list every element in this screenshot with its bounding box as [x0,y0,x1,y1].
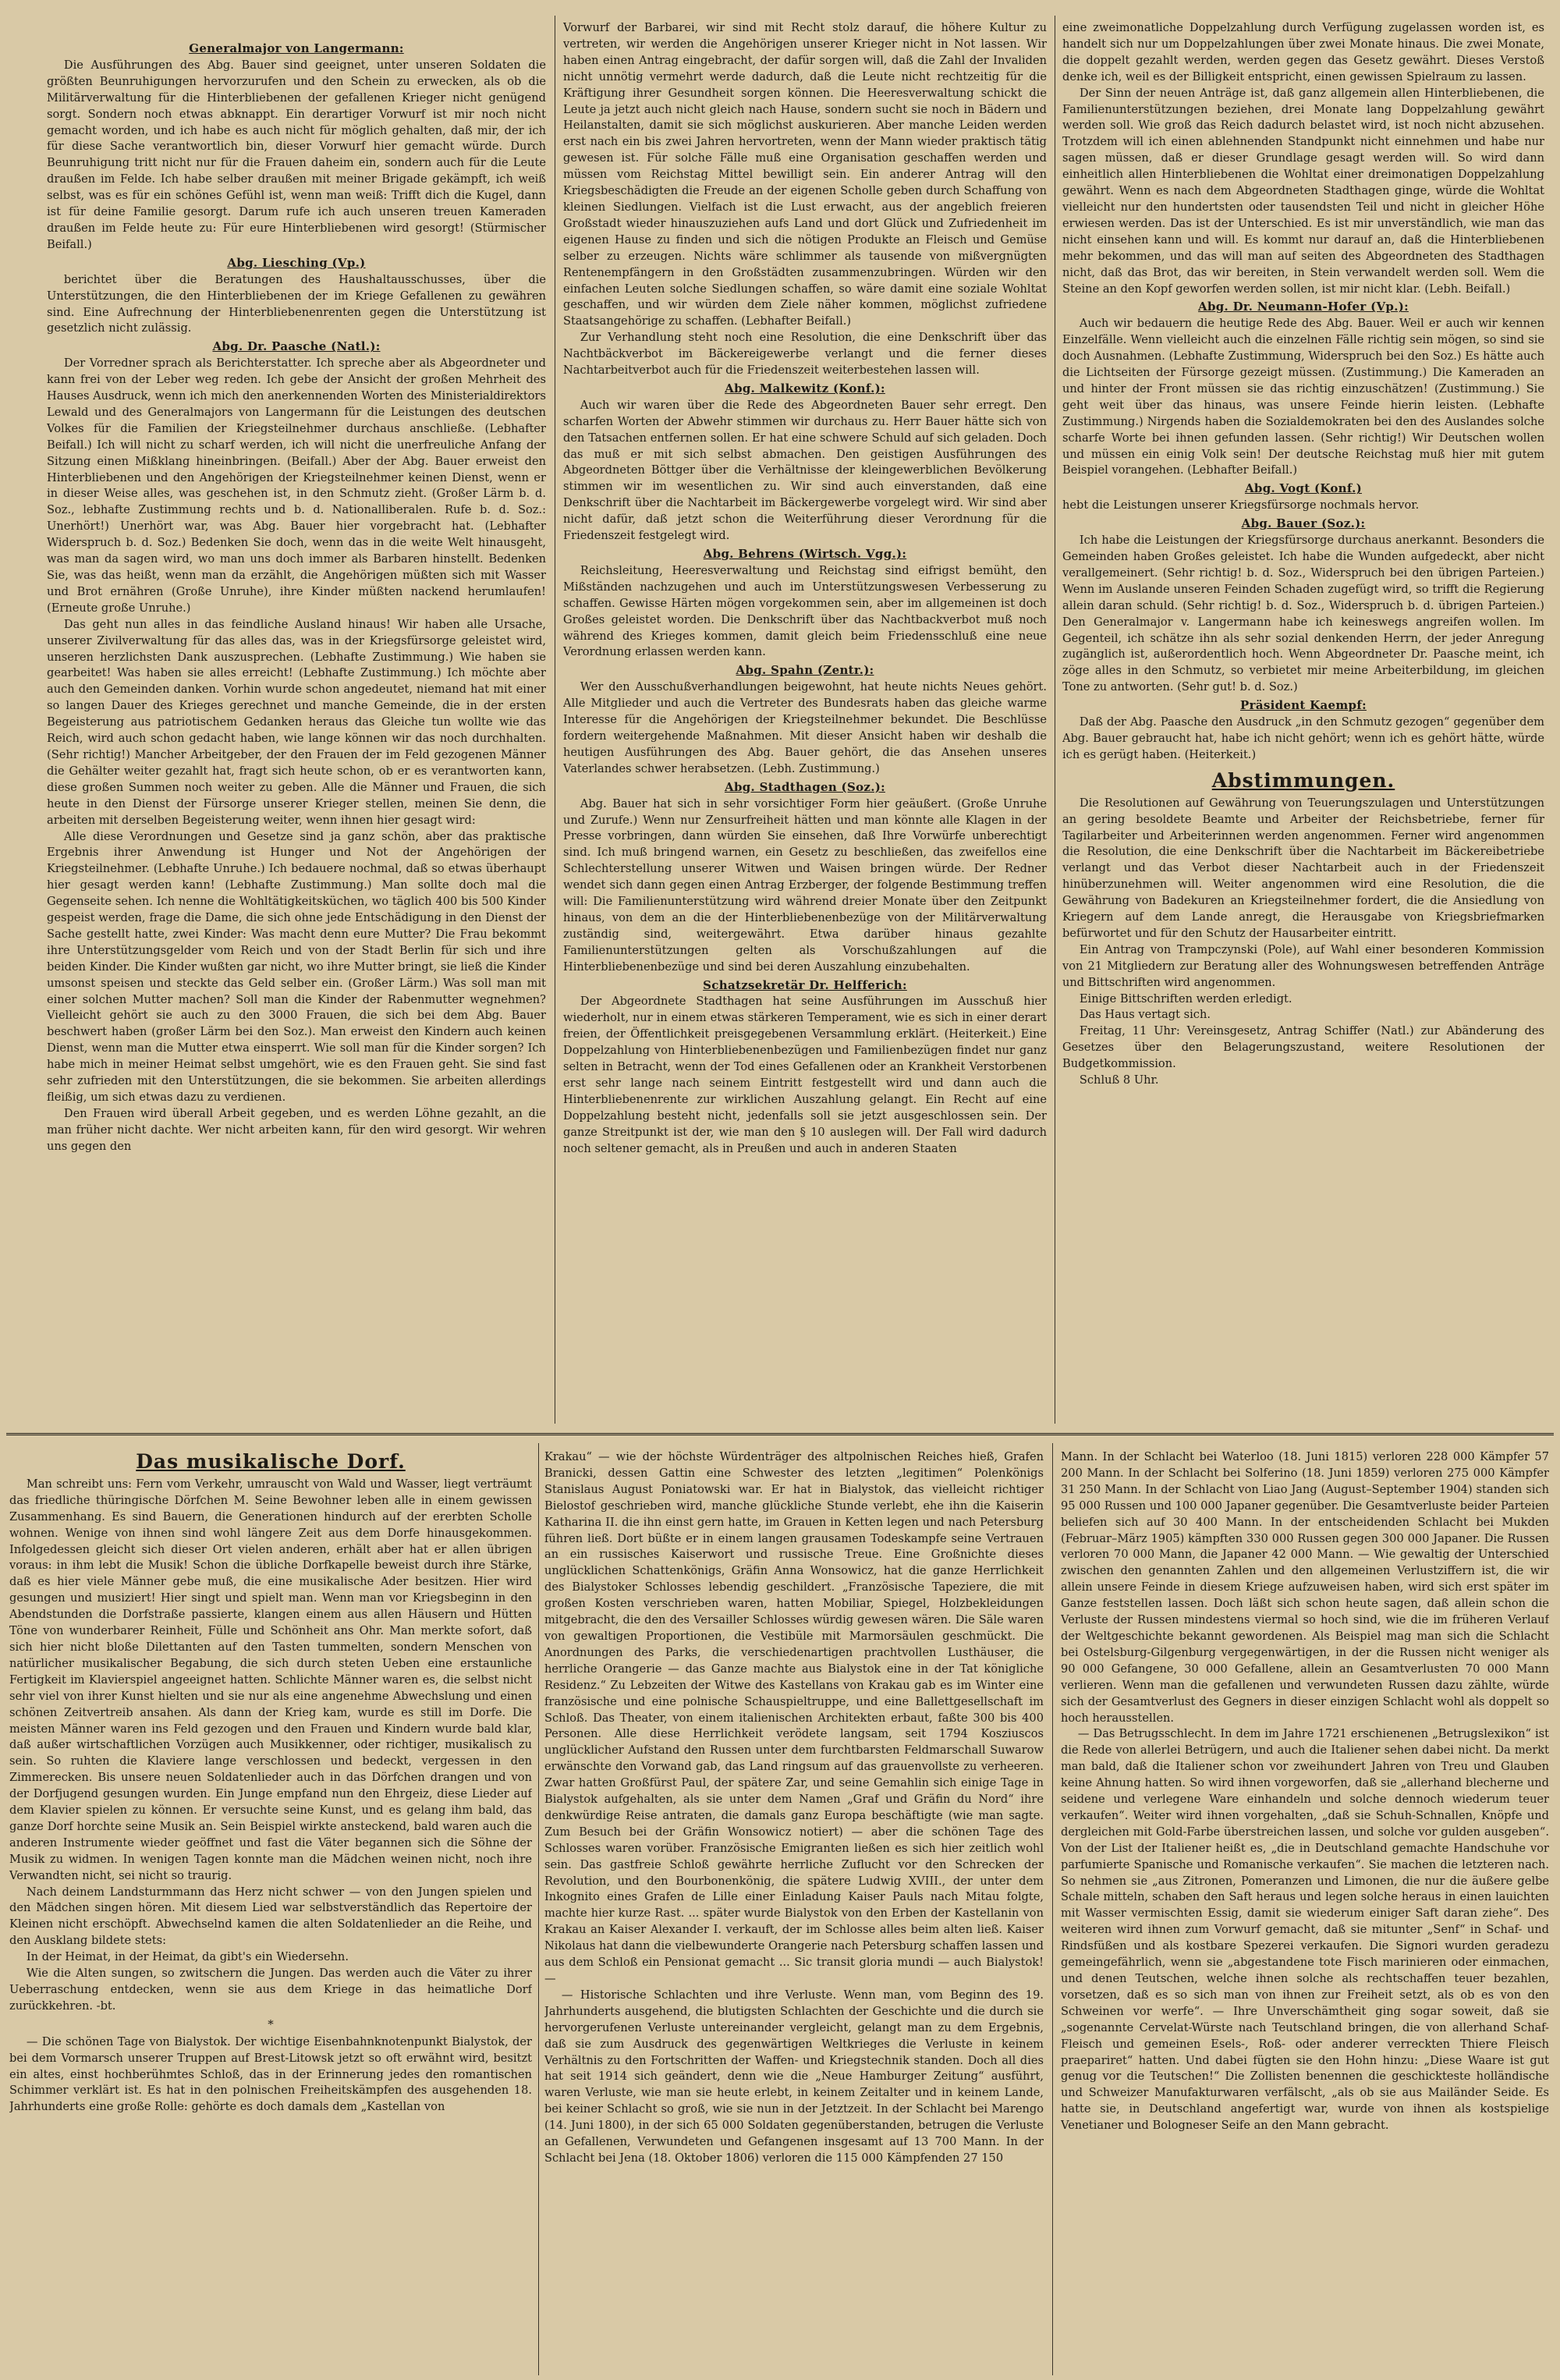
feuilleton-column-1 [9,1449,532,2374]
paragraph: — Das Betrugsschlecht. In dem im Jahre 1721 erschienenen „Betrugslexikon“ ist die Rede von allerlei Betrügern, und auch die Italiener sehen dabei nicht. Da merkt man bald, daß die Italiener schon vor zweihundert Jahren von Treu und Glauben keine Ahnung hatten. So wird ihnen vorgeworfen, daß sie „allerhand blecherne und seidene und verlegene Ware einhandeln und solche dennoch wiederum teuer verkaufen“. Weiter wird ihnen vorgehalten, „daß sie Schuh-Schnallen, Knöpfe und dergleichen mit Gold-Farbe überstreichen lassen, und solche vor gulden ausgeben“. Von der List der Italiener heißt es, „die in Deutschland gemachte Handschuhe vor parfumierte Spanische und Romanische verkaufen“. Sie machen die letzteren nach. So nehmen sie „aus Zitronen, Pomeranzen und Limonen, die nur die äußere gelbe Schale mitteln, schaben den Saft heraus und legen solche heraus in einen lauichten mit Wasser vermischten Essig, damit sie wiederum einiger Saft daran ziehe“. Des weiteren wird ihnen zum Vorwurf gemacht, daß sie mitunter „Senf“ in Schaf- und Rindsfüßen und als kostbare Spezerei verkaufen. Die Signori wurden geradezu gemeingefährlich, wenn sie „abgestandene tote Fisch marinieren oder einmachen, und denen Teutschen, welche ihnen solche als rechtschaffen teuer bezahlen, vorsetzen, daß es so sich man von ihnen zur Freiheit setzt, als ob es von den Schweinen vor werfe“. — Ihre Unverschämtheit ging sogar soweit, daß sie „sogenannte Cervelat-Würste nach Teutschland bringen, die von allerhand Schaf-Fleisch und gemeinen Esels-, Roß- oder anderer verreckten Thiere Fleisch praepariret“ hatten. Und dabei fügten sie den Hohn hinzu: „Diese Waare ist gut genug vor die Teutschen!“ Die Zollisten benennen die geschickteste holländische und Schweizer Manufakturwaren verfälscht, „als ob sie aus Mailänder Seide. Es hatte sie, in Deutschland angefertigt war, wurde von ihnen als kostspielige Venetianer und Bologneser Seife an den Mann gebracht. [1061,1727,1549,2133]
separator-asterisk: * [268,2016,274,2031]
paragraph: eine zweimonatliche Doppelzahlung durch Verfügung zugelassen worden ist, es handelt sich nur um Doppelzahlungen über zwei Monate hinaus. Die zwei Monate, die doppelt gezahlt werden, werden gegen das Gesetz gewährt. Dieses Verstoß denke ich, weil es der Billigkeit entspricht, einen gewissen Spielraum zu lassen. [1062,21,1544,83]
column-divider [1052,1443,1053,2375]
feuilleton-column-3 [1061,1449,1549,2374]
paragraph: berichtet über die Beratungen des Haushaltausschusses, über die Unterstützungen, die den Hinterbliebenen der im Kriege Gefallenen zu gewähren sind. Eine Aufrechnung der Hinterbliebenenrenten gegen die Unterstützung ist gesetzlich nicht zulässig. [47,272,546,335]
speaker-heading: Abg. Dr. Paasche (Natl.): [212,339,381,354]
speaker-heading: Abg. Bauer (Soz.): [1241,516,1366,531]
paragraph: Der Sinn der neuen Anträge ist, daß ganz allgemein allen Hinterbliebenen, die Familienunterstützungen beziehen, drei Monate lang Doppelzahlung gewährt werden soll. Wie groß das Reich dadurch belastet wird, ist noch nicht abzusehen. Trotzdem will ich einen ablehnenden Standpunkt nicht einnehmen und habe nur sagen müssen, daß er dieser Grundlage gesagt werden will. So wird dann einheitlich allen Hinterbliebenen die Wohltat einer dreimonatigen Doppelzahlung gewährt. Wenn es nach dem Abgeordneten Stadthagen ginge, würde die Wohltat vielleicht nur den hundertsten oder tausendsten Teil und nicht in gleicher Höhe erwiesen werden. Das ist der Unterschied. Es ist mir unverständlich, wie man das nicht einsehen kann und will. Es kommt nur darauf an, daß die Hinterbliebenen mehr bekommen, und das will man auf seiten des Abgeordneten des Stadthagen nicht, daß das Brot, das wir bereiten, in Stein verwandelt werden soll. Wem die Steine an den Kopf geworfen werden sollen, ist mir nicht klar. (Lebh. Beifall.) [1062,86,1544,296]
paragraph: Reichsleitung, Heeresverwaltung und Reichstag sind eifrigst bemüht, den Mißständen nachzugehen und auch im Unterstützungswesen Verbesserung zu schaffen. Gewisse Härten mögen vorgekommen sein, aber im allgemeinen ist doch Großes geleistet worden. Die Denkschrift über das Nachtbackverbot muß noch während des Krieges kommen, damit gleich beim Friedensschluß eine neue Verordnung erlassen werden kann. [563,563,1047,659]
paragraph: Der Abgeordnete Stadthagen hat seine Ausführungen im Ausschuß hier wiederholt, nur in einem etwas stärkeren Temperament, wie es sich in einer derart freien, der Öffentlichkeit preisgegebenen Versammlung erklärt. (Heiterkeit.) Eine Doppelzahlung von Hinterbliebenenbezügen und Familienbezügen findet nur ganz selten in Betracht, wenn der Tod eines Gefallenen oder an Krankheit Verstorbenen erst sehr lange nach seinem Eintritt festgestellt wird und dann auch die Hinterbliebenenrente zur wirklichen Auszahlung gelangt. Ein Recht auf eine Doppelzahlung besteht nicht, jedenfalls soll sie jetzt ausgeschlossen sein. Der ganze Streitpunkt ist der, wie man den § 10 auslegen will. Der Fall wird dadurch noch seltener gemacht, als in Preußen und auch in anderen Staaten [563,995,1047,1155]
speaker-heading: Abg. Malkewitz (Konf.): [725,381,885,395]
feuilleton-column-1-body [9,1477,532,2116]
paragraph: Schluß 8 Uhr. [1079,1073,1159,1087]
upper-column-1 [47,39,546,1428]
paragraph: Die Resolutionen auf Gewährung von Teuerungszulagen und Unterstützungen an gering besoldete Beamte und Arbeiter der Reichsbetriebe, ferner für Tagilarbeiter und Arbeiterinnen werden angenommen. Ferner wird angenommen die Resolution, die eine Denkschrift über die Nachtarbeit im Bäckereibetriebe verlangt und das Verbot dieser Nachtarbeit auch in der Friedenszeit hinüberzunehmen will. Weiter angenommen wird eine Resolution, die die Gewährung von Badekuren an Kriegsteilnehmer fordert, die die Ansiedlung von Kriegern auf dem Lande anregt, die Herausgabe von Kriegsbriefmarken befürwortet und für den Schutz der Hausarbeiter eintritt. [1062,796,1544,940]
speaker-heading: Generalmajor von Langermann: [189,41,404,55]
upper-column-3 [1062,20,1544,1409]
paragraph: Den Frauen wird überall Arbeit gegeben, und es werden Löhne gezahlt, an die man früher nicht dachte. Wer nicht arbeiten kann, für den wird gesorgt. Wir wehren uns gegen den [47,1106,546,1153]
paragraph: Zur Verhandlung steht noch eine Resolution, die eine Denkschrift über das Nachtbäckverbot im Bäckereigewerbe verlangt und die ferner dieses Nachtarbeitverbot auch für die Friedenszeit weiterbestehen lassen will. [563,331,1047,378]
paragraph: — Die schönen Tage von Bialystok. Der wichtige Eisenbahnknotenpunkt Bialystok, der bei dem Vormarsch unserer Truppen auf Brest-Litowsk jetzt so oft erwähnt wird, besitzt ein altes, einst hochberühmtes Schloß, das in der Erinnerung jedes den romantischen Schimmer verklärt ist. Es hat in den polnischen Freiheitskämpfen des ausgehenden 18. Jahrhunderts eine große Rolle: gehörte es doch damals dem „Kastellan von [9,2034,532,2114]
paragraph: Der Vorredner sprach als Berichterstatter. Ich spreche aber als Abgeordneter und kann frei von der Leber weg reden. Ich gebe der Ansicht der großen Mehrheit des Hauses Ausdruck, wenn ich mich den anerkennenden Worten des Ministerialdirektors Lewald und des Generalmajors von Langermann für die Leistungen des deutschen Volkes für die Familien der Kriegsteilnehmer durchaus anschließe. (Lebhafter Beifall.) Ich will nicht zu scharf werden, ich will nicht die unerfreuliche Anfang der Sitzung einen Mißklang hineinbringen. (Beifall.) Aber der Abg. Bauer erweist den Hinterbliebenen und den Angehörigen der Kriegsteilnehmer keinen Dienst, wenn er in dieser Weise alles, was geschehen ist, in den Schmutz zieht. (Großer Lärm b. d. Soz., lebhafte Zustimmung rechts und b. d. Nationalliberalen. Rufe b. d. Soz.: Unerhört!) Unerhört war, was Abg. Bauer hier vorgebracht hat. (Lebhafter Widerspruch b. d. Soz.) Bedenken Sie doch, wenn das in die weite Welt hinausgeht, was man da sagen wird, wo man uns doch immer als Barbaren hinstellt. Bedenken Sie, was das heißt, wenn man da erzählt, die Angehörigen müßten sich mit Wasser und Brot ernähren (Große Unruhe), ihre Kinder müßten nackend herumlaufen! (Erneute große Unruhe.) [47,356,546,615]
paragraph: Nach deinem Landsturmmann das Herz nicht schwer — von den Jungen spielen und den Mädchen singen hören. Mit diesem Lied war selbstverständlich das Repertoire der Kleinen nicht erschöpft. Abwechselnd kamen die alten Soldatenlieder an die Reihe, und den Ausklang bildete stets: [9,1885,532,1948]
speaker-heading: Abg. Vogt (Konf.) [1244,481,1363,496]
paragraph: Auch wir waren über die Rede des Abgeordneten Bauer sehr erregt. Den scharfen Worten der Abwehr stimmen wir durchaus zu. Herr Bauer hätte sich von den Tatsachen entfernen sollen. Er hat eine schwere Schuld auf sich geladen. Doch das muß er mit sich selbst abmachen. Den geistigen Ausführungen des Abgeordneten Böttger über die Verhältnisse der kleingewerblichen Bevölkerung stimmen wir im wesentlichen zu. Wir sind auch einverstanden, daß eine Denkschrift über die Nachtarbeit im Bäckergewerbe vorgelegt wird. Wir sind aber nicht dafür, daß jetzt schon die Weiterführung dieser Verordnung für die Friedenszeit festgelegt wird. [563,398,1047,543]
paragraph: In der Heimat, in der Heimat, da gibt's ein Wiedersehn. [26,1950,349,1964]
paragraph: Abg. Bauer hat sich in sehr vorsichtiger Form hier geäußert. (Große Unruhe und Zurufe.) Wenn nur Zensurfreiheit hätten und man könnte alle Klagen in der Presse vorbringen, dann würden Sie einsehen, daß Ihre Vorwürfe unberechtigt sind. Ich muß bringend warnen, ein Gesetz zu beschließen, das zweifellos eine Schlechterstellung unserer Witwen und Waisen bringen würde. Der Redner wendet sich dann gegen einen Antrag Erzberger, der folgende Bestimmung treffen will: Die Familienunterstützung wird während dreier Monate über den Zeitpunkt hinaus, von dem an die der Hinterbliebenenbezüge von der Militärverwaltung zuständig sind, weitergewährt. Etwa darüber hinaus gezahlte Familienunterstützungen gelten als Vorschußzahlungen auf die Hinterbliebenenbezüge und sind bei deren Auszahlung einzubehalten. [563,796,1047,974]
paragraph: Mann. In der Schlacht bei Waterloo (18. Juni 1815) verloren 228 000 Kämpfer 57 200 Mann. In der Schlacht bei Solferino (18. Juni 1859) verloren 275 000 Kämpfer 31 250 Mann. In der Schlacht von Liao Jang (August–September 1904) standen sich 95 000 Russen und 100 000 Japaner gegenüber. Die Gesamtverluste beider Parteien beliefen sich auf 30 400 Mann. In der entscheidenden Schlacht bei Mukden (Februar–März 1905) kämpften 330 000 Russen gegen 300 000 Japaner. Die Russen verloren 70 000 Mann, die Japaner 42 000 Mann. — Wie gewaltig der Unterschied zwischen den genannten Zahlen und den allgemeinen Verlustziffern ist, die wir allein unsere Feinde in diesem Kriege aufzuweisen haben, wird sich erst später im Ganze feststellen lassen. Doch läßt sich schon heute sagen, daß allein schon die Verluste der Russen mindestens viermal so hoch sind, wie die im früheren Verlauf der Weltgeschichte bekannt gewordenen. Als Beispiel mag man sich die Schlacht bei Ostelsburg-Gilgenburg vergegenwärtigen, in der die Russen nicht weniger als 90 000 Gefangene, 30 000 Gefallene, allein an Gesamtverlusten 70 000 Mann verlieren. Wenn man die gefallenen und verwundeten Russen dazu zählte, würde sich der Gesamtverlust des Gegners in dieser einzigen Schlacht wohl als doppelt so hoch herausstellen. [1061,1450,1549,1725]
speaker-heading: Abg. Stadthagen (Soz.): [725,779,885,794]
paragraph: hebt die Leistungen unserer Kriegsfürsorge nochmals hervor. [1062,498,1420,513]
paragraph: Freitag, 11 Uhr: Vereinsgesetz, Antrag Schiffer (Natl.) zur Abänderung des Gesetzes über den Belagerungszustand, weitere Resolutionen der Budgetkommission. [1062,1024,1544,1071]
paragraph: Daß der Abg. Paasche den Ausdruck „in den Schmutz gezogen“ gegenüber dem Abg. Bauer gebraucht hat, habe ich nicht gehört; wenn ich es gehört hätte, würde ich es gerügt haben. (Heiterkeit.) [1062,715,1544,761]
paragraph: Man schreibt uns: Fern vom Verkehr, umrauscht von Wald und Wasser, liegt verträumt das friedliche thüringische Dörfchen M. Seine Bewohner leben alle in einem gewissen Zusammenhang. Es sind Bauern, die Generationen hindurch auf der ererbten Scholle wohnen. Wenige von ihnen sind wohl längere Zeit aus dem Dorfe hinausgekommen. Infolgedessen gleicht sich dieser Ort vielen anderen, erhält aber hat er allen übrigen voraus: in ihm lebt die Musik! Schon die übliche Dorfkapelle beweist durch ihre Stärke, daß es hier viele Männer gebe muß, die eine musikalische Ader besitzen. Hier wird gesungen und musiziert! Hier singt und spielt man. Wenn man vor Kriegsbeginn in den Abendstunden die Dorfstraße passierte, klangen einem aus allen Häusern und Hütten Töne von wunderbarer Reinheit, Fülle und Schönheit ans Ohr. Man merkte sofort, daß sich hier nicht bloße Dilettanten auf den Tasten tummelten, sondern Menschen von natürlicher musikalischer Begabung, die sich durch steten Ueben eine erstaunliche Fertigkeit im Klavierspiel angeeignet hatten. Schlichte Männer waren es, die selbst nicht sehr viel von ihrer Kunst hielten und sie nur als eine angenehme Abwechslung und einen schönen Zeitvertreib ansahen. Als dann der Krieg kam, wurde es still im Dorfe. Die meisten Männer waren ins Feld gezogen und den Frauen und Kindern wurde bald klar, daß außer wirtschaftlichen Vorzügen auch Musikkenner, oder richtiger, musikalisch zu sein. So ruhten die Klaviere lange verschlossen und bedeckt, vergessen in den Zimmerecken. Bis unsere neuen Soldatenlieder auch in das Dörfchen drangen und von der Dorfjugend gesungen wurden. Ein Junge empfand nun den Ehrgeiz, diese Lieder auf dem Klavier spielen zu können. Er versuchte seine Kunst, und es gelang ihm bald, das ganze Dorf horchte seine Musik an. Sein Beispiel wirkte ansteckend, bald waren auch die anderen Instrumente wieder geöffnet und fast die Väter begannen sich die Söhne der Musik zu widmen. In wenigen Tagen konnte man die Mädchen weinen nicht, noch ihre Verwandten nicht, sei nicht so traurig. [9,1477,532,1882]
speaker-heading: Abg. Behrens (Wirtsch. Vgg.): [703,547,907,561]
paragraph: Ich habe die Leistungen der Kriegsfürsorge durchaus anerkannt. Besonders die Gemeinden haben Großes geleistet. Ich habe die Wunden aufgedeckt, aber nicht verallgemeinert. (Sehr richtig! b. d. Soz., Widerspruch bei den übrigen Parteien.) Wenn im Auslande unseren Feinden Schaden zugefügt wird, so trifft die Regierung allein daran schuld. (Sehr richtig! b. d. Soz., Widerspruch b. d. übrigen Parteien.) Den Generalmajor v. Langermann habe ich keineswegs angreifen wollen. Im Gegenteil, ich schätze ihn als sehr sozial denkenden Herrn, der jeder Anregung zugänglich ist, außerordentlich hoch. Wenn Abgeordneter Dr. Paasche meint, ich zöge alles in den Schmutz, so verbietet mir meine Arbeiterbildung, im gleichen Tone zu antworten. (Sehr gut! b. d. Soz.) [1062,534,1544,694]
section-heading: Abstimmungen. [1211,768,1395,792]
feuilleton-title: Das musikalische Dorf. [136,1450,406,1473]
paragraph: Einige Bittschriften werden erledigt. [1079,991,1292,1006]
paragraph: Auch wir bedauern die heutige Rede des Abg. Bauer. Weil er auch wir kennen Einzelfälle. Wenn vielleicht auch die einzelnen Fälle richtig sein mögen, so sind sie doch Ausnahmen. (Lebhafte Zustimmung, Widerspruch bei den Soz.) Es hätte auch die Lichtseiten der Fürsorge gezeigt müssen. (Zustimmung.) Die Kameraden an und hinter der Front müssen sie das richtig einzuschätzen! (Zustimmung.) Sie geht weit über das hinaus, was unsere Feinde hierin leisten. (Lebhafte Zustimmung.) Nirgends haben die Sozialdemokraten bei den des Auslandes solche scharfe Worte bei ihnen gefunden lassen. (Sehr richtig!) Wir Deutschen wollen und müssen ein einig Volk sein! Der deutsche Reichstag muß hier mit gutem Beispiel vorangehen. (Lebhafter Beifall.) [1062,317,1544,477]
paragraph: Ein Antrag von Trampczynski (Pole), auf Wahl einer besonderen Kommission von 21 Mitgliedern zur Beratung aller des Wohnungswesen betreffenden Anträge und Bittschriften wird angenommen. [1062,942,1544,989]
speaker-heading: Abg. Spahn (Zentr.): [736,663,874,678]
column-divider [538,1443,539,2375]
paragraph: Die Ausführungen des Abg. Bauer sind geeignet, unter unseren Soldaten die größten Beunruhigungen hervorzurufen und den Schein zu erwecken, als ob die Militärverwaltung für die Hinterbliebenen der gefallenen Krieger nicht genügend sorgt. Sondern noch etwas abknappt. Ein derartiger Vorwurf ist mir noch nicht gemacht worden, und ich habe es auch nicht für möglich gehalten, daß mir, der ich für diese Sache verantwortlich bin, dieser Vorwurf hier gemacht würde. Durch Beunruhigung tritt nicht nur für die Frauen daheim ein, sondern auch für die Leute draußen im Felde. Ich habe selber draußen mit meiner Brigade gekämpft, ich weiß selbst, was es für ein schönes Gefühl ist, wenn man weiß: Trifft dich die Kugel, dann ist für deine Familie gesorgt. Darum rufe ich auch unseren treuen Kameraden draußen im Felde heute zu: Für eure Hinterbliebenen wird gesorgt! (Stürmischer Beifall.) [47,58,546,251]
paragraph: — Historische Schlachten und ihre Verluste. Wenn man, vom Beginn des 19. Jahrhunderts ausgehend, die blutigsten Schlachten der Geschichte und die durch sie hervorgerufenen Verluste untereinander vergleicht, gelangt man zu dem Ergebnis, daß sie zum Ausdruck des gegenwärtigen Weltkrieges die Verluste in keinem Verhältnis zu den Fortschritten der Waffen- und Kriegstechnik standen. Doch all dies hat seit 1914 sich geändert, denn wie die „Neue Hamburger Zeitung“ ausführt, waren Verluste, wie man sie heute erlebt, in keinem Zeitalter und in keinem Lande, bei keiner Schlacht so groß, wie sie nun in der Jetztzeit. In der Schlacht bei Marengo (14. Juni 1800), in der sich 65 000 Soldaten gegenüberstanden, betrugen die Verluste an Gefallenen, Verwundeten und Gefangenen insgesamt auf 13 700 Mann. In der Schlacht bei Jena (18. Oktober 1806) verloren die 115 000 Kämpfenden 27 150 [544,1988,1044,2165]
section-rule [6,1433,1554,1435]
paragraph: Wer den Ausschußverhandlungen beigewohnt, hat heute nichts Neues gehört. Alle Mitglieder und auch die Vertreter des Bundesrats haben das gleiche warme Interesse für die Angehörigen der Kriegsteilnehmer bekundet. Die Beschlüsse fordern weitergehende Maßnahmen. Mit dieser Ansicht haben wir deshalb die heutigen Ausführungen des Abg. Bauer gehört, die das Ansehen unseres Vaterlandes schwer herabsetzen. (Lebh. Zustimmung.) [563,680,1047,775]
paragraph: Das Haus vertagt sich. [1079,1008,1211,1022]
speaker-heading: Präsident Kaempf: [1240,698,1367,713]
speaker-heading: Abg. Liesching (Vp.) [227,255,366,270]
paragraph: Alle diese Verordnungen und Gesetze sind ja ganz schön, aber das praktische Ergebnis ihrer Anwendung ist Hunger und Not der Angehörigen der Kriegsteilnehmer. (Lebhafte Unruhe.) Ich bedauere nochmal, daß so etwas überhaupt hier gesagt werden kann! (Lebhafte Zustimmung.) Man sollte doch mal die Gegenseite sehen. Ich nenne die Wohltätigkeitsküchen, wo täglich 400 bis 500 Kinder gespeist werden, frage die Dame, die sich ohne jede Entschädigung in den Dienst der Sache gestellt hatte, zwei Kinder: Was macht denn eure Mutter? Die Frau bekommt ihre Unterstützungsgelder vom Reich und von der Stadt Berlin für sich und ihre beiden Kinder. Die Kinder wußten gar nicht, wo ihre Mutter bringt, sie ließ die Kinder umsonst speisen und steckte das Geld selber ein. (Großer Lärm.) Was soll man mit einer solchen Mutter machen? Soll man die Kinder der Rabenmutter wegnehmen? Vielleicht gehört sie auch zu den 3000 Frauen, die sich bei dem Abg. Bauer beschwert haben (großer Lärm bei den Soz.). Man erweist den Kindern auch keinen Dienst, wenn man die Mutter etwa einsperrt. Wie soll man für die Kinder sorgen? Ich habe mich in meiner Heimat selbst umgehört, wie es den Frauen geht. Sie sind fast sehr zufrieden mit den Unterstützungen, die sie bekommen. Sie arbeiten allerdings fleißig, um sich etwas dazu zu verdienen. [47,829,546,1104]
upper-column-2 [563,20,1047,1409]
speaker-heading: Abg. Dr. Neumann-Hofer (Vp.): [1198,300,1409,314]
paragraph: Das geht nun alles in das feindliche Ausland hinaus! Wir haben alle Ursache, unserer Zivilverwaltung für das alles das, was in der Kriegsfürsorge geleistet wird, unseren herzlichsten Dank auszusprechen. (Lebhafte Zustimmung.) Wie haben sie gearbeitet! Was haben sie alles erreicht! (Lebhafte Zustimmung.) Ich möchte aber auch den Gemeinden danken. Vorhin wurde schon angedeutet, niemand hat mit einer so langen Dauer des Krieges gerechnet und manche Gemeinde, die in der ersten Begeisterung aus patriotischem Gedanken heraus das Gleiche tun wollte wie das Reich, wird auch schon gedacht haben, wie lange können wir das noch durchhalten. (Sehr richtig!) Mancher Arbeitgeber, der den Frauen der im Feld gezogenen Männer die Gehälter weiter gezahlt hat, fragt sich heute schon, ob er es verantworten kann, diese großen Summen noch weiter zu geben. Alle die Männer und Frauen, die sich heute in den Dienst der Fürsorge unserer Krieger stellen, meinen Sie denn, die arbeiten mit derselben Begeisterung weiter, wenn ihnen hier gesagt wird: [47,617,546,827]
paragraph: Wie die Alten sungen, so zwitschern die Jungen. Das werden auch die Väter zu ihrer Ueberraschung entdecken, wenn sie aus dem Kriege in das heimatliche Dorf zurückkehren. -bt. [9,1967,532,2013]
speaker-heading: Schatzsekretär Dr. Helfferich: [703,977,907,992]
feuilleton-column-2 [544,1449,1044,2374]
paragraph: Krakau“ — wie der höchste Würdenträger des altpolnischen Reiches hieß, Grafen Branicki, dessen Gattin eine Schwester des letzten „legitimen“ Polenkönigs Stanislaus August Poniatowski war. Er hat in Bialystok, das vielleicht richtiger Bielostof geschrieben wird, manche glückliche Stunde verlebt, ehe ihn die Kaiserin Katharina II. die ihn einst gern hatte, im Grauen in Ketten legen und nach Petersburg führen ließ. Dort büßte er in einem langen grausamen Todeskampfe seine Vertrauen an ein russisches Kaiserwort und russische Treue. Eine Großnichte dieses unglücklichen Schattenkönigs, Gräfin Anna Wonsowicz, hat die ganze Herrlichkeit des Bialystoker Schlosses lebendig geschildert. „Französische Tapeziere, die mit großen Kosten verschrieben waren, hatten Mobiliar, Spiegel, Holzbekleidungen mitgebracht, die den des Versailler Schlosses würdig gewesen wären. Die Säle waren von gewaltigen Proportionen, die Vestibüle mit Marmorsäulen geschmückt. Die Anordnungen des Parks, die verschiedenartigen prachtvollen Lusthäuser, die herrliche Orangerie — das Ganze machte aus Bialystok eine in der Tat königliche Residenz.“ Zu Lebzeiten der Witwe des Kastellans von Krakau gab es im Winter eine französische und eine polnische Schauspieltruppe, und eine Ballettgesellschaft im Schloß. Das Theater, von einem italienischen Architekten erbaut, faßte 300 bis 400 Personen. Alle diese Herrlichkeit verödete langsam, seit 1794 Kosziuscos unglücklicher Aufstand den Russen unter dem furchtbarsten Feldmarschall Suwarow erwänschte den Vorwand gab, das Land ringsum auf das grauenvollste zu verheeren. Zwar hatten Großfürst Paul, der spätere Zar, und seine Gemahlin sich einige Tage in Bialystok aufgehalten, als sie unter dem Namen „Graf und Gräfin du Nord“ ihre denkwürdige Reise antraten, die damals ganz Europa beschäftigte (wie man sagte. Zum Besuch bei der Gräfin Wonsowicz notiert) — aber die schönen Tage des Schlosses waren vorüber. Französische Emigranten ließen es sich hier zeitlich wohl sein. Das gastfreie Schloß gewährte herrliche Zuflucht vor den Schrecken der Revolution, und den Bourbonenkönig, die spätere Ludwig XVIII., der unter dem Inkognito eines Grafen de Lille einer Einladung Kaiser Pauls nach Mitau folgte, machte hier kurze Rast. ... später wurde Bialystok von den Erben der Kastellanin von Krakau an Kaiser Alexander I. verkauft, der im Schlosse alles beim alten ließ. Kaiser Nikolaus hat dann die vielbewunderte Orangerie nach Petersburg schaffen lassen und aus dem Schloß ein Pensionat gemacht ... Sic transit gloria mundi — auch Bialystok! — [544,1450,1044,1985]
paragraph: Vorwurf der Barbarei, wir sind mit Recht stolz darauf, die höhere Kultur zu vertreten, wir werden die Angehörigen unserer Krieger nicht in Not lassen. Wir haben einen Antrag eingebracht, der dafür sorgen will, daß die Zahl der Invaliden nicht unnötig vermehrt werde dadurch, daß die Leute nicht rechtzeitig für die Kräftigung ihrer Gesundheit sorgen können. Die Heeresverwaltung schickt die Leute ja jetzt auch nicht gleich nach Hause, sondern sucht sie noch in Bädern und Heilanstalten, damit sie sich möglichst auskurieren. Aber manche Leiden werden erst nach ein bis zwei Jahren hervortreten, wenn der Mann wieder praktisch tätig gewesen ist. Für solche Fälle muß eine Organisation geschaffen werden und müssen vom Reichstag Mittel bewilligt sein. Ein anderer Antrag will den Kriegsbeschädigten die Freude an der eigenen Scholle geben durch Schaffung von kleinen Siedlungen. Vielfach ist die Lust erwacht, aus der angeblich freieren Großstadt wieder hinauszuziehen aufs Land und dort Glück und Zufriedenheit im eigenen Hause zu finden und sich die nötigen Produkte an Fleisch und Gemüse selber zu erzeugen. Nichts wäre schlimmer als tausende von mißvergnügten Rentenempfängern in den Großstädten zusammenzubringen. Würden wir den einfachen Leuten solche Siedlungen schaffen, so wäre damit eine soziale Wohltat geschaffen, und wir würden dem Ziele näher kommen, möglichst zufriedene Staatsangehörige zu schaffen. (Lebhafter Beifall.) [563,21,1047,328]
